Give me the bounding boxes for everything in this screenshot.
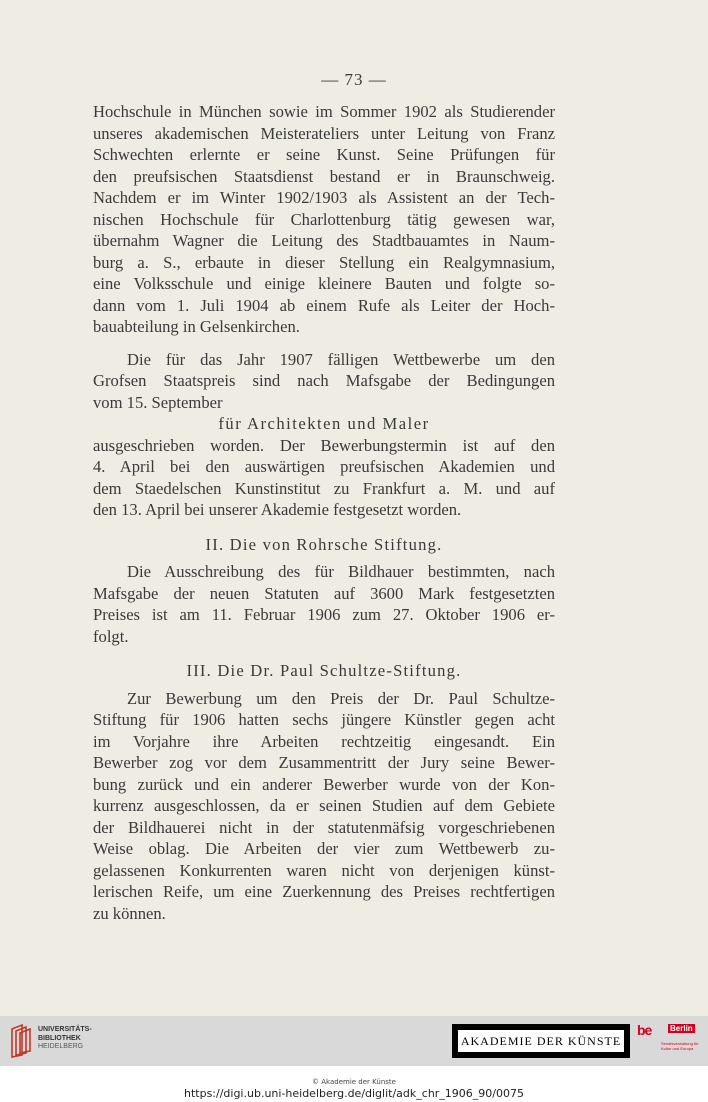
page-body [93,101,555,924]
text-line: burg a. S., erbaute in dieser Stellung ein Realgymnasium, [93,252,555,272]
section-heading-3: III. Die Dr. Paul Schultze-Stiftung. [186,661,462,680]
text-line: gelassenen Konkurrenten waren nicht von derjenigen künst- [93,860,555,880]
university-library-logo-icon[interactable] [10,1023,32,1059]
text-line: Preises ist am 11. Februar 1906 zum 27. Oktober 1906 er- [93,605,555,624]
text-line: nischen Hochschule für Charlottenburg tätig gewesen war, [93,209,555,229]
text-line: im Vorjahre ihre Arbeiten rechtzeitig eingesandt. Ein [93,731,555,751]
text-line: vom 15. September [93,392,223,412]
text-line: der Bildhauerei nicht in der statutenmäfsig vorgeschriebenen [93,817,555,837]
copyright-notice: © Akademie der Künste [312,1078,396,1086]
be-berlin-mark: be [637,1022,652,1038]
text-line: Stiftung für 1906 hatten sechs jüngere Künstler gegen acht [93,710,555,729]
berlin-tag: Berlin [670,1024,693,1033]
text-line: den 13. April bei unserer Akademie festgesetzt worden. [93,500,462,519]
akademie-label: AKADEMIE DER KÜNSTE [457,1029,625,1053]
paragraph-2 [93,349,555,521]
text-line: Bewerber zog vor dem Zusammentritt der Jury seine Bewer- [93,753,555,772]
text-line: eine Volksschule und einige kleinere Bauten und folgte so- [93,274,555,293]
senate-text: Senatsverwaltung für Kultur und Europa [661,1041,699,1051]
text-line: bung zurück und ein anderer Bewerber wurde von der Kon- [93,774,555,794]
text-line: dem Staedelschen Kunstinstitut zu Frankfurt a. M. und auf [93,478,555,498]
text-line: 4. April bei den auswärtigen preufsischen Akademien und [93,457,555,476]
text-line: Nachdem er im Winter 1902/1903 als Assistent an der Tech- [93,188,555,207]
page-number: — 73 — [321,70,387,89]
paragraph-3 [93,561,555,647]
library-line: HEIDELBERG [38,1043,84,1050]
text-line: Mafsgabe der neuen Statuten auf 3600 Mark festgesetzten [93,583,555,603]
text-line: Weise oblag. Die Arbeiten der vier zum Wettbewerb zu- [93,839,555,858]
berlin-senate-logo[interactable] [637,1022,699,1062]
text-line: Die für das Jahr 1907 fälligen Wettbewerbe um den [127,349,555,369]
text-line: kurrenz ausgeschlossen, da er seinen Studien auf dem Gebiete [93,796,555,815]
text-line: Die Ausschreibung des für Bildhauer bestimmten, nach [127,562,555,581]
source-url[interactable]: https://digi.ub.uni-heidelberg.de/diglit/adk_chr_1906_90/0075 [183,1087,525,1100]
text-line: dann vom 1. Juli 1904 ab einem Rufe als Leiter der Hoch- [93,295,555,315]
text-line: folgt. [93,626,129,646]
paragraph-4 [93,688,555,925]
library-line: UNIVERSITÄTS- [38,1026,92,1033]
library-line: BIBLIOTHEK [38,1034,81,1042]
text-line: Schwechten erlernte er seine Kunst. Seine Prüfungen für [93,145,555,164]
text-line: bauabteilung in Gelsenkirchen. [93,317,300,336]
text-line: lerischen Reife, um eine Zuerkennung des Preises rechtfertigen [93,882,555,901]
text-line: Zur Bewerbung um den Preis der Dr. Paul Schultze- [127,688,555,708]
paragraph-1 [93,101,555,338]
text-line: unseres akademischen Meisterateliers unter Leitung von Franz [93,123,555,143]
university-library-name[interactable] [38,1026,92,1052]
section-heading-2: II. Die von Rohrsche Stiftung. [205,534,443,554]
text-line: den preufsischen Staatsdienst bestand er in Braunschweig. [93,166,555,186]
akademie-logo[interactable] [452,1024,630,1058]
spaced-line-architects: für Architekten und Maler [218,414,430,433]
text-line: übernahm Wagner die Leitung des Stadtbauamtes in Naum- [93,231,555,250]
text-line: ausgeschrieben worden. Der Bewerbungstermin ist auf den [93,435,555,455]
text-line: Hochschule in München sowie im Sommer 1902 als Studierender [93,102,555,121]
text-line: zu können. [93,903,166,923]
text-line: Grofsen Staatspreis sind nach Mafsgabe der Bedingungen [93,371,555,390]
